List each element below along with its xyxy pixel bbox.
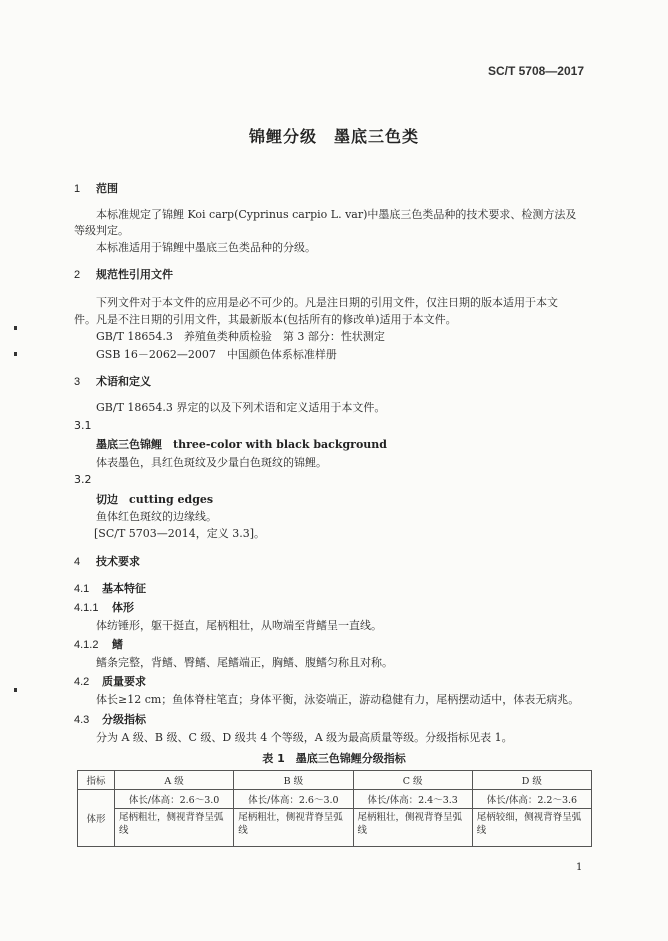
ratio-c: 体长/体高：2.4～3.3 <box>353 790 472 809</box>
section-4-heading: 4 技术要求 <box>74 555 140 568</box>
table-row <box>78 790 592 809</box>
table-row <box>78 809 592 847</box>
term-2: 切边 cutting edges <box>96 493 214 506</box>
section-4-1-2-heading: 4.1.2 鳍 <box>74 638 123 651</box>
tail-c: 尾柄粗壮，侧视背脊呈弧线 <box>353 809 472 847</box>
section-3-para: GB/T 18654.3 界定的以及下列术语和定义适用于本文件。 <box>96 401 386 414</box>
section-4-1-1-text: 体纺锤形，躯干挺直，尾柄粗壮，从吻端至背鳍呈一直线。 <box>96 619 382 632</box>
standard-number: SC/T 5708—2017 <box>487 64 584 78</box>
term-1-definition: 体表墨色，具红色斑纹及少量白色斑纹的锦鲤。 <box>96 456 327 469</box>
section-1-heading: 1 范围 <box>74 182 118 195</box>
tail-d: 尾柄较细，侧视背脊呈弧线 <box>472 809 591 847</box>
ratio-b: 体长/体高：2.6～3.0 <box>234 790 353 809</box>
header-grade-b: B 级 <box>234 771 353 790</box>
header-grade-a: A 级 <box>115 771 234 790</box>
header-indicator: 指标 <box>78 771 115 790</box>
tail-b: 尾柄粗壮，侧视背脊呈弧线 <box>234 809 353 847</box>
section-4-3-text: 分为 A 级、B 级、C 级、D 级共 4 个等级，A 级为最高质量等级。分级指标见表 1。 <box>96 731 513 744</box>
table-caption: 表 1 墨底三色锦鲤分级指标 <box>262 752 406 765</box>
scan-mark <box>14 326 17 330</box>
ratio-d: 体长/体高：2.2～3.6 <box>472 790 591 809</box>
section-4-1-2-text: 鳍条完整，背鳍、臀鳍、尾鳍端正，胸鳍、腹鳍匀称且对称。 <box>96 656 393 669</box>
grade-table <box>77 770 592 847</box>
scan-mark <box>14 352 17 356</box>
reference-2: GSB 16－2062—2007 中国颜色体系标准样册 <box>96 348 337 361</box>
section-4-1-1-heading: 4.1.1 体形 <box>74 601 134 614</box>
term-1-number: 3.1 <box>74 419 92 432</box>
ratio-a: 体长/体高：2.6～3.0 <box>115 790 234 809</box>
row-label: 体形 <box>78 790 115 847</box>
section-2-heading: 2 规范性引用文件 <box>74 268 173 281</box>
section-1-para-1-cont: 等级判定。 <box>74 224 129 237</box>
term-2-definition: 鱼体红色斑纹的边缘线。 <box>96 510 217 523</box>
section-3-heading: 3 术语和定义 <box>74 375 151 388</box>
page-title: 锦鲤分级 墨底三色类 <box>248 127 419 146</box>
section-1-para-2: 本标准适用于锦鲤中墨底三色类品种的分级。 <box>96 241 316 254</box>
term-2-number: 3.2 <box>74 473 92 486</box>
term-1: 墨底三色锦鲤 three-color with black background <box>96 438 387 451</box>
section-1-para-1: 本标准规定了锦鲤 Koi carp(Cyprinus carpio L. var)中墨底三色类品种的技术要求、检测方法及 <box>96 208 577 221</box>
section-2-para: 下列文件对于本文件的应用是必不可少的。凡是注日期的引用文件，仅注日期的版本适用于本文 <box>96 296 558 309</box>
header-grade-d: D 级 <box>472 771 591 790</box>
scan-mark <box>14 688 17 692</box>
section-4-2-heading: 4.2 质量要求 <box>74 675 146 688</box>
term-2-source: [SC/T 5703—2014，定义 3.3]。 <box>94 527 266 540</box>
tail-a: 尾柄粗壮，侧视背脊呈弧线 <box>115 809 234 847</box>
section-2-para-cont: 件。凡是不注日期的引用文件，其最新版本(包括所有的修改单)适用于本文件。 <box>74 313 457 326</box>
reference-1: GB/T 18654.3 养殖鱼类种质检验 第 3 部分：性状测定 <box>96 330 385 343</box>
section-4-1-heading: 4.1 基本特征 <box>74 582 146 595</box>
header-grade-c: C 级 <box>353 771 472 790</box>
section-4-3-heading: 4.3 分级指标 <box>74 713 146 726</box>
table-header-row <box>78 771 592 790</box>
page-number: 1 <box>576 862 583 873</box>
section-4-2-text: 体长≥12 cm；鱼体脊柱笔直；身体平衡，泳姿端正，游动稳健有力，尾柄摆动适中，体表无病兆。 <box>96 693 580 706</box>
